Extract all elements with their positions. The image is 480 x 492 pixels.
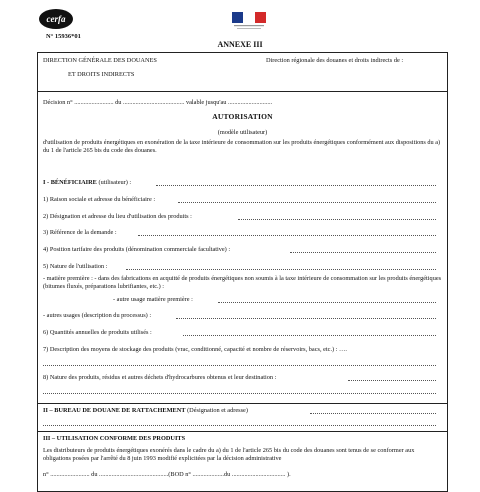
- item-7-label: 7) Description des moyens de stockage des produits (vrac, conditionné, capacité et nombre de réservoirs, bacs, etc.) : ….: [43, 346, 347, 353]
- item-2-field[interactable]: [238, 219, 436, 220]
- separator: [38, 403, 447, 404]
- item-5-label: 5) Nature de l'utilisation :: [43, 263, 108, 270]
- item-6-field[interactable]: [183, 335, 436, 336]
- beneficiaire-field[interactable]: [156, 185, 436, 186]
- autre-usage-field[interactable]: [218, 302, 436, 303]
- section1-heading: [43, 179, 131, 187]
- intro-text: d'utilisation de produits énergétiques en exonération de la taxe intérieure de consommation sur les produits énergétiques conformément aux dispositions du a) du 1 de l'article 265 bis du code des douanes.: [43, 139, 441, 154]
- bureau-field[interactable]: [310, 413, 436, 414]
- item-4-label: 4) Position tarifaire des produits (dénomination commerciale facultative) :: [43, 246, 231, 253]
- section1-title-suffix: (utilisateur) :: [98, 179, 132, 186]
- item-3-field[interactable]: [138, 235, 436, 236]
- form-frame: [37, 52, 448, 492]
- item-8-field-2[interactable]: [43, 393, 436, 394]
- republique-francaise-logo: [232, 12, 266, 32]
- autre-usage-label: - autre usage matière première :: [113, 296, 193, 303]
- direction-regionale-label: Direction régionale des douanes et droits indirects de :: [266, 57, 404, 64]
- cerfa-logo: [38, 8, 74, 30]
- decision-line[interactable]: Décision n° ......................... du ....................................... valable jusqu'au ............................: [43, 99, 273, 106]
- matiere-premiere-text: - matière première : - dans des fabrications en acquitté de produits énergétiques non soumis à la taxe intérieure de consommation sur les produits énergétiques (bitumes fluxés, préparations lubrifiantes, etc.) :: [43, 275, 442, 290]
- autres-usages-field[interactable]: [176, 318, 436, 319]
- section2-heading: [43, 407, 248, 415]
- svg-text:cerfa: cerfa: [46, 14, 66, 24]
- item-1-field[interactable]: [178, 202, 436, 203]
- autres-usages-label: - autres usages (description du processus) :: [43, 312, 152, 319]
- direction-generale-label: DIRECTION GÉNÉRALE DES DOUANES: [43, 57, 157, 64]
- item-1-label: 1) Raison sociale et adresse du bénéficiaire :: [43, 196, 156, 203]
- section3-last-line[interactable]: n° ......................... du ............................................(BOD n° ....................du .................................. ).: [43, 471, 291, 478]
- item-7-field[interactable]: [43, 365, 436, 366]
- item-3-label: 3) Référence de la demande :: [43, 229, 117, 236]
- item-4-field[interactable]: [290, 252, 436, 253]
- section1-title: I - BÉNÉFICIAIRE: [43, 179, 97, 186]
- section2-title: II – BUREAU DE DOUANE DE RATTACHEMENT: [43, 407, 186, 414]
- separator: [38, 431, 447, 432]
- separator: [38, 91, 447, 92]
- section3-title: III – UTILISATION CONFORME DES PRODUITS: [43, 435, 186, 442]
- bureau-field-2[interactable]: [43, 425, 436, 426]
- item-2-label: 2) Désignation et adresse du lieu d'utilisation des produits :: [43, 213, 192, 220]
- section2-title-suffix: (Désignation et adresse): [185, 407, 248, 414]
- section3-text: Les distributeurs de produits énergétiques exonérés dans le cadre du a) du 1 de l'article 265 bis du code des douanes sont tenus de se conformer aux obligations posées par l'arrêté du 8 juin 1993 modifié explicitées par la décision administrative: [43, 447, 415, 462]
- annex-title: ANNEXE III: [217, 40, 263, 49]
- item-6-label: 6) Quantités annuelles de produits utilisés :: [43, 329, 152, 336]
- droits-indirects-label: ET DROITS INDIRECTS: [68, 71, 135, 78]
- item-8-field[interactable]: [348, 380, 436, 381]
- item-5-field[interactable]: [126, 269, 436, 270]
- item-8-label: 8) Nature des produits, résidus et autres déchets d'hydrocarbures obtenus et leur destination :: [43, 374, 277, 381]
- document-title: AUTORISATION: [212, 112, 273, 121]
- form-number: N° 15936*01: [46, 33, 81, 40]
- document-subtitle: (modèle utilisateur): [217, 129, 268, 136]
